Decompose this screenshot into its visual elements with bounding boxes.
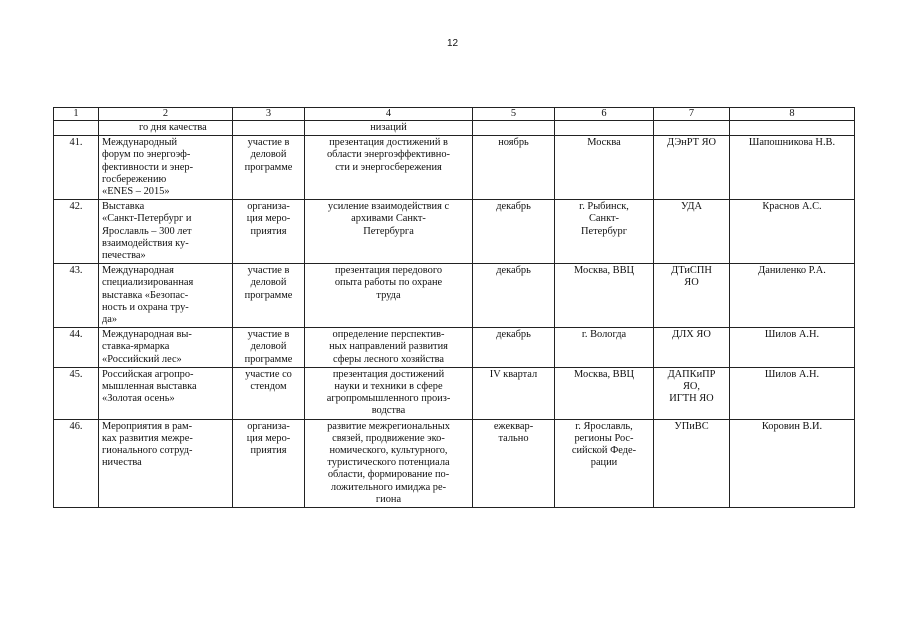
cell-line: ция меро- bbox=[246, 213, 291, 225]
cell-line: Международная bbox=[102, 265, 174, 277]
event-name-cell bbox=[99, 264, 233, 328]
cell-line: декабрь bbox=[496, 265, 531, 277]
table-row bbox=[54, 328, 855, 368]
cell-line: области энергоэффективно- bbox=[326, 149, 451, 161]
event-name-cell bbox=[99, 200, 233, 264]
cell-line: ставка-ярмарка bbox=[102, 341, 170, 353]
cell-line: г. Ярославль, bbox=[575, 420, 633, 432]
cell-line: Даниленко Р.А. bbox=[758, 265, 826, 277]
cell-line: Санкт- bbox=[588, 213, 619, 225]
cell-line: ция меро- bbox=[246, 432, 291, 444]
cell-line: туристического потенциала bbox=[327, 457, 450, 469]
cell-line: Краснов А.С. bbox=[762, 201, 822, 213]
row-number-cell: 45. bbox=[54, 367, 99, 419]
cell-line: презентация достижений в bbox=[329, 137, 448, 149]
cell-line: «Золотая осень» bbox=[102, 393, 175, 405]
cell-line: Выставка bbox=[102, 201, 145, 213]
cell-line: ноябрь bbox=[498, 137, 529, 149]
cell-line: выставка «Безопас- bbox=[102, 289, 189, 301]
cell-line: науки и техники в сфере bbox=[334, 381, 443, 393]
cell-line: участие в bbox=[247, 265, 290, 277]
cell-line: Международная вы- bbox=[102, 329, 192, 341]
event-name-cell bbox=[99, 419, 233, 507]
cell-line: Ярославль – 300 лет bbox=[102, 225, 192, 237]
place-cell bbox=[555, 367, 654, 419]
participation-form-cell bbox=[233, 419, 305, 507]
table-row bbox=[54, 264, 855, 328]
cell-line: Шапошникова Н.В. bbox=[748, 137, 836, 149]
event-name-cell bbox=[99, 367, 233, 419]
cell-line: ложительного имиджа ре- bbox=[330, 481, 447, 493]
goal-cell bbox=[305, 328, 473, 368]
cell-line: госбережению bbox=[102, 173, 167, 185]
date-cell bbox=[473, 367, 555, 419]
header-cell: 8 bbox=[730, 108, 855, 121]
cell-line: «Санкт-Петербург и bbox=[102, 213, 192, 225]
cell-line: ежеквар- bbox=[493, 420, 534, 432]
header-cell: 7 bbox=[654, 108, 730, 121]
cell-line: Москва bbox=[587, 137, 621, 149]
cell-line: ность и охрана тру- bbox=[102, 301, 189, 313]
cell-line: ДЛХ ЯО bbox=[672, 329, 711, 341]
participation-form-cell bbox=[233, 367, 305, 419]
cell-line: форум по энергоэф- bbox=[102, 149, 191, 161]
cell-line: Международный bbox=[102, 137, 178, 149]
cell-line: «Российский лес» bbox=[102, 353, 182, 365]
date-cell bbox=[473, 328, 555, 368]
cell-line: г. Вологда bbox=[581, 329, 627, 341]
continuation-event-name-cell bbox=[99, 121, 233, 136]
cell-line: водства bbox=[371, 405, 406, 417]
table-row bbox=[54, 367, 855, 419]
responsible-cell bbox=[730, 264, 855, 328]
page-number: 12 bbox=[446, 38, 459, 49]
goal-cell bbox=[305, 367, 473, 419]
cell-line: Москва, ВВЦ bbox=[573, 265, 635, 277]
continuation-responsible-cell bbox=[730, 121, 855, 136]
cell-line: IV квартал bbox=[489, 368, 538, 380]
continuation-participation-form-cell bbox=[233, 121, 305, 136]
cell-line: усиление взаимодействия с bbox=[327, 201, 450, 213]
goal-cell bbox=[305, 136, 473, 200]
place-cell bbox=[555, 264, 654, 328]
cell-line: ДЭнРТ ЯО bbox=[666, 137, 717, 149]
cell-line: Мероприятия в рам- bbox=[102, 420, 193, 432]
continuation-date-cell bbox=[473, 121, 555, 136]
cell-line: Шилов А.Н. bbox=[764, 368, 820, 380]
place-cell bbox=[555, 419, 654, 507]
responsible-cell bbox=[730, 367, 855, 419]
cell-line: го дня качества bbox=[139, 122, 207, 133]
cell-line: участие в bbox=[247, 329, 290, 341]
header-cell: 3 bbox=[233, 108, 305, 121]
cell-line: печества» bbox=[102, 250, 146, 262]
row-number-cell: 41. bbox=[54, 136, 99, 200]
cell-line: Коровин В.И. bbox=[761, 420, 823, 432]
cell-line: агропромышленного произ- bbox=[326, 393, 451, 405]
place-cell bbox=[555, 328, 654, 368]
cell-line: сти и энергосбережения bbox=[335, 161, 442, 173]
cell-line: организа- bbox=[247, 201, 290, 213]
header-cell: 5 bbox=[473, 108, 555, 121]
cell-line: фективности и энер- bbox=[102, 161, 194, 173]
organizer-cell bbox=[654, 200, 730, 264]
cell-line: программе bbox=[244, 161, 293, 173]
cell-line: деловой bbox=[250, 277, 287, 289]
header-row bbox=[54, 108, 855, 121]
organizer-cell bbox=[654, 328, 730, 368]
event-name-cell bbox=[99, 136, 233, 200]
cell-line: деловой bbox=[250, 149, 287, 161]
cell-line: УДА bbox=[681, 201, 702, 213]
cell-line: рации bbox=[590, 457, 618, 469]
cell-line: гиона bbox=[375, 493, 402, 505]
continuation-row-number-cell bbox=[54, 121, 99, 136]
cell-line: декабрь bbox=[496, 329, 531, 341]
events-table bbox=[53, 107, 855, 508]
cell-line: номического, культурного, bbox=[329, 445, 448, 457]
cell-line: сферы лесного хозяйства bbox=[332, 353, 445, 365]
cell-line: труда bbox=[376, 289, 401, 301]
table-row bbox=[54, 419, 855, 507]
organizer-cell bbox=[654, 419, 730, 507]
cell-line: стендом bbox=[250, 381, 287, 393]
responsible-cell bbox=[730, 419, 855, 507]
continuation-place-cell bbox=[555, 121, 654, 136]
header-cell: 4 bbox=[305, 108, 473, 121]
place-cell bbox=[555, 136, 654, 200]
header-cell: 2 bbox=[99, 108, 233, 121]
cell-line: опыта работы по охране bbox=[334, 277, 443, 289]
row-number-cell: 43. bbox=[54, 264, 99, 328]
date-cell bbox=[473, 200, 555, 264]
goal-cell bbox=[305, 200, 473, 264]
cell-line: сийской Феде- bbox=[571, 445, 637, 457]
cell-line: Российская агропро- bbox=[102, 368, 194, 380]
cell-line: связей, продвижение эко- bbox=[332, 432, 445, 444]
participation-form-cell bbox=[233, 200, 305, 264]
cell-line: гионального сотруд- bbox=[102, 445, 193, 457]
responsible-cell bbox=[730, 200, 855, 264]
participation-form-cell bbox=[233, 328, 305, 368]
cell-line: г. Рыбинск, bbox=[579, 201, 629, 213]
cell-line: архивами Санкт- bbox=[351, 213, 426, 225]
responsible-cell bbox=[730, 136, 855, 200]
cell-line: да» bbox=[102, 314, 118, 326]
row-number-cell: 44. bbox=[54, 328, 99, 368]
cell-line: Петербург bbox=[580, 225, 627, 237]
date-cell bbox=[473, 264, 555, 328]
cell-line: специализированная bbox=[102, 277, 194, 289]
continuation-row bbox=[54, 121, 855, 136]
cell-line: ДТиСПН bbox=[671, 265, 712, 277]
cell-line: ДАПКиПР bbox=[667, 368, 716, 380]
cell-line: ЯО bbox=[684, 277, 699, 289]
goal-cell bbox=[305, 264, 473, 328]
cell-line: низаций bbox=[370, 122, 407, 133]
place-cell bbox=[555, 200, 654, 264]
participation-form-cell bbox=[233, 264, 305, 328]
cell-line: «ENES – 2015» bbox=[102, 186, 170, 198]
cell-line: программе bbox=[244, 289, 293, 301]
table-row bbox=[54, 200, 855, 264]
cell-line: области, формирование по- bbox=[327, 469, 450, 481]
cell-line: презентация достижений bbox=[332, 368, 445, 380]
cell-line: УПиВС bbox=[674, 420, 709, 432]
row-number-cell: 46. bbox=[54, 419, 99, 507]
continuation-organizer-cell bbox=[654, 121, 730, 136]
header-cell: 1 bbox=[54, 108, 99, 121]
continuation-goal-cell bbox=[305, 121, 473, 136]
organizer-cell bbox=[654, 264, 730, 328]
cell-line: взаимодействия ку- bbox=[102, 237, 189, 249]
date-cell bbox=[473, 136, 555, 200]
cell-line: приятия bbox=[250, 225, 287, 237]
organizer-cell bbox=[654, 136, 730, 200]
cell-line: ках развития межре- bbox=[102, 432, 193, 444]
organizer-cell bbox=[654, 367, 730, 419]
cell-line: участие со bbox=[245, 368, 292, 380]
cell-line: приятия bbox=[250, 445, 287, 457]
cell-line: программе bbox=[244, 353, 293, 365]
cell-line: ничества bbox=[102, 457, 142, 469]
cell-line: Шилов А.Н. bbox=[764, 329, 820, 341]
cell-line: Петербурга bbox=[363, 225, 414, 237]
cell-line: Москва, ВВЦ bbox=[573, 368, 635, 380]
responsible-cell bbox=[730, 328, 855, 368]
cell-line: декабрь bbox=[496, 201, 531, 213]
cell-line: развитие межрегиональных bbox=[327, 420, 450, 432]
participation-form-cell bbox=[233, 136, 305, 200]
cell-line: организа- bbox=[247, 420, 290, 432]
cell-line: презентация передового bbox=[334, 265, 443, 277]
table-row bbox=[54, 136, 855, 200]
header-cell: 6 bbox=[555, 108, 654, 121]
date-cell bbox=[473, 419, 555, 507]
cell-line: ИГТН ЯО bbox=[669, 393, 714, 405]
cell-line: деловой bbox=[250, 341, 287, 353]
cell-line: регионы Рос- bbox=[574, 432, 634, 444]
cell-line: определение перспектив- bbox=[332, 329, 445, 341]
cell-line: участие в bbox=[247, 137, 290, 149]
row-number-cell: 42. bbox=[54, 200, 99, 264]
cell-line: ных направлений развития bbox=[329, 341, 448, 353]
cell-line: ЯО, bbox=[682, 381, 701, 393]
cell-line: тально bbox=[498, 432, 529, 444]
cell-line: мышленная выставка bbox=[102, 381, 197, 393]
event-name-cell bbox=[99, 328, 233, 368]
goal-cell bbox=[305, 419, 473, 507]
